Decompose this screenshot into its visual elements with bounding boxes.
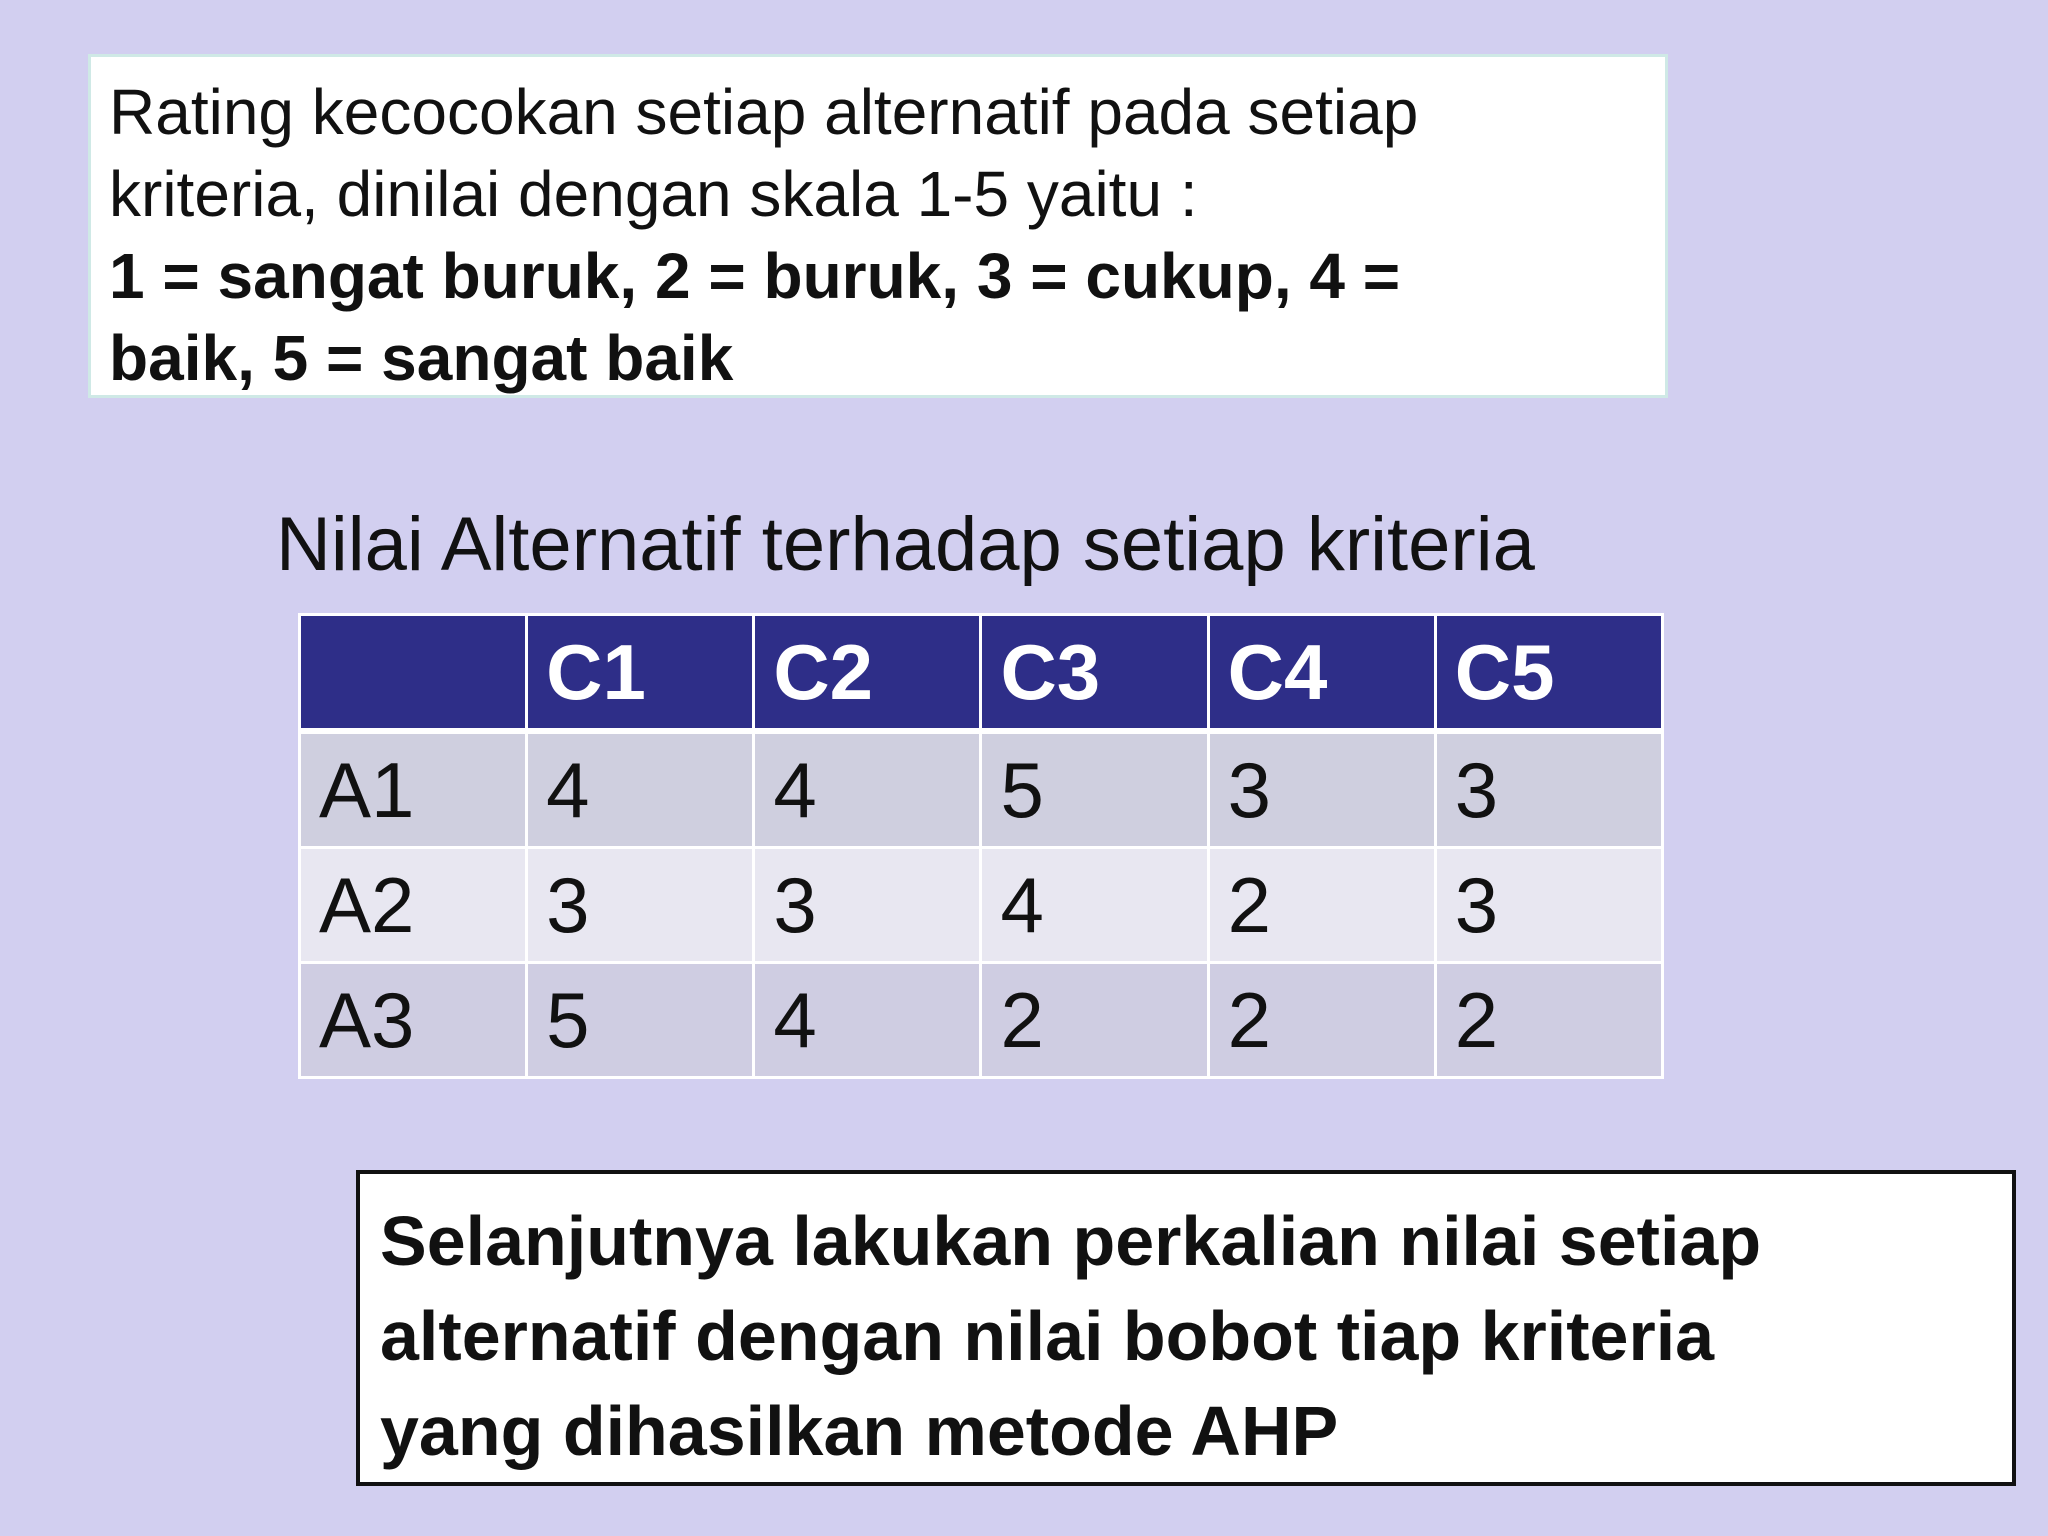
row-label: A3 — [300, 963, 527, 1078]
table-cell: 3 — [1435, 848, 1662, 963]
header-c4: C4 — [1208, 615, 1435, 732]
table-header-row — [300, 615, 1663, 732]
table-cell: 5 — [527, 963, 754, 1078]
table-cell: 5 — [981, 731, 1208, 848]
alternative-criteria-table — [298, 613, 1664, 1079]
table-cell: 4 — [754, 963, 981, 1078]
header-c5: C5 — [1435, 615, 1662, 732]
table-cell: 2 — [1208, 963, 1435, 1078]
table-cell: 2 — [981, 963, 1208, 1078]
note-line-2: alternatif dengan nilai bobot tiap kriteria — [380, 1297, 1715, 1375]
header-c3: C3 — [981, 615, 1208, 732]
table-row — [300, 731, 1663, 848]
table-row — [300, 963, 1663, 1078]
scale-line-2: baik, 5 = sangat baik — [109, 322, 734, 394]
row-label: A2 — [300, 848, 527, 963]
table-cell: 4 — [754, 731, 981, 848]
header-c1: C1 — [527, 615, 754, 732]
intro-line-1: Rating kecocokan setiap alternatif pada setiap — [109, 76, 1419, 148]
intro-line-2: kriteria, dinilai dengan skala 1-5 yaitu : — [109, 158, 1198, 230]
next-step-note — [356, 1170, 2016, 1486]
table-cell: 3 — [527, 848, 754, 963]
table-row — [300, 848, 1663, 963]
scale-line-1: 1 = sangat buruk, 2 = buruk, 3 = cukup, 4 = — [109, 240, 1401, 312]
table-cell: 4 — [981, 848, 1208, 963]
table-cell: 3 — [1435, 731, 1662, 848]
header-corner — [300, 615, 527, 732]
row-label: A1 — [300, 731, 527, 848]
header-c2: C2 — [754, 615, 981, 732]
table-cell: 3 — [754, 848, 981, 963]
table-cell: 4 — [527, 731, 754, 848]
rating-scale-box — [88, 54, 1668, 398]
table-cell: 2 — [1435, 963, 1662, 1078]
table-cell: 3 — [1208, 731, 1435, 848]
table-title: Nilai Alternatif terhadap setiap kriteria — [276, 502, 1535, 587]
note-line-1: Selanjutnya lakukan perkalian nilai setiap — [380, 1202, 1762, 1280]
table-cell: 2 — [1208, 848, 1435, 963]
note-line-3: yang dihasilkan metode AHP — [380, 1392, 1339, 1470]
